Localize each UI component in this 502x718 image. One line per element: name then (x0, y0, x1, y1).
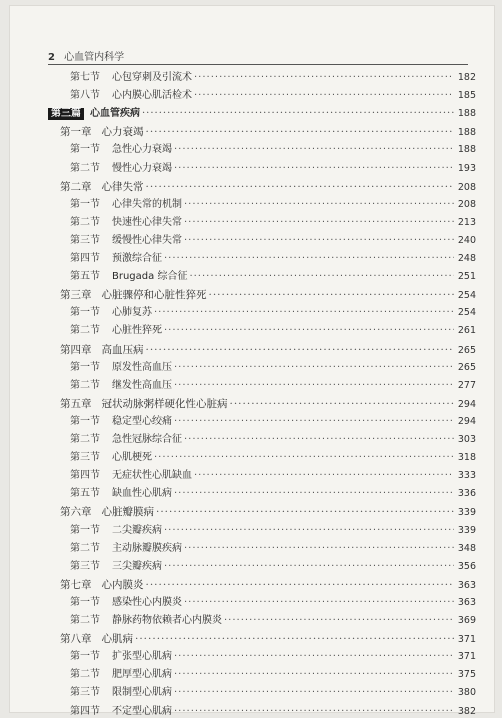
toc-entry-number: 第二节 (70, 379, 100, 391)
toc-leader-dots (189, 271, 454, 283)
toc-entry-number: 第三节 (70, 560, 100, 572)
toc-entry-number: 第八节 (70, 90, 100, 102)
toc-entry-title: 扩张型心肌病 (112, 651, 172, 663)
toc-entry-chapter (60, 344, 476, 357)
toc-entry-number: 第七节 (70, 72, 100, 83)
toc-leader-dots (146, 126, 455, 138)
toc-entry-page: 356 (457, 560, 476, 572)
toc-entry-page: 188 (457, 127, 476, 139)
toc-entry-title: 限制型心肌病 (112, 687, 172, 699)
toc-leader-dots (209, 289, 455, 301)
toc-leader-dots (154, 307, 454, 319)
toc-entry-section (70, 651, 476, 663)
toc-entry-section (70, 543, 476, 555)
toc-entry-number: 第一节 (70, 596, 100, 608)
toc-entry-title: 感染性心内膜炎 (112, 596, 182, 608)
toc-leader-dots (184, 543, 454, 555)
toc-leader-dots (174, 706, 454, 718)
toc-entry-title: 继发性高血压 (112, 379, 172, 391)
toc-entry-number: 第一节 (70, 524, 100, 536)
toc-entry-page: 333 (457, 470, 476, 482)
toc-leader-dots (174, 380, 454, 392)
toc-entry-title: 心肺复苏 (112, 307, 152, 319)
toc-entry-page: 294 (457, 398, 476, 410)
toc-entry-section (70, 561, 476, 573)
toc-entry-title: 不定型心肌病 (112, 705, 172, 717)
toc-entry-section (70, 452, 476, 464)
toc-entry-title: 心脏骤停和心脏性猝死 (101, 289, 207, 302)
toc-entry-chapter (60, 181, 476, 194)
toc-entry-number: 第二节 (70, 162, 100, 174)
toc-entry-number: 第三节 (70, 687, 100, 699)
toc-leader-dots (146, 344, 455, 356)
toc-entry-number: 第一节 (70, 144, 100, 156)
toc-leader-dots (174, 362, 454, 374)
toc-leader-dots (230, 398, 455, 410)
toc-entry-number: 第五节 (70, 271, 100, 283)
toc-entry-title: 缺血性心肌病 (112, 488, 172, 500)
toc-entry-page: 208 (457, 198, 476, 210)
toc-entry-number: 第一节 (70, 415, 100, 427)
toc-entry-number: 第五章 (60, 397, 92, 410)
toc-entry-number: 第二节 (70, 615, 100, 626)
toc-leader-dots (224, 615, 454, 627)
toc-entry-number: 第三篇 (48, 108, 84, 120)
toc-leader-dots (164, 325, 454, 337)
toc-entry-number: 第六章 (60, 506, 92, 519)
toc-entry-number: 第一章 (60, 126, 92, 139)
running-header (48, 48, 468, 63)
toc-entry-title: 急性心力衰竭 (112, 144, 172, 156)
toc-entry-page: 185 (457, 90, 476, 102)
toc-entry-title: 心内膜炎 (101, 578, 144, 591)
toc-entry-number: 第五节 (70, 488, 100, 500)
toc-entry-section (70, 362, 476, 374)
toc-entry-chapter (60, 633, 476, 646)
toc-entry-number: 第四节 (70, 470, 100, 482)
toc-entry-section (70, 669, 476, 681)
toc-entry-section (70, 217, 476, 229)
toc-entry-page: 213 (457, 216, 476, 228)
toc-entry-section (70, 253, 476, 265)
header-book-title: 心血管内科学 (64, 52, 125, 63)
toc-leader-dots (146, 579, 455, 591)
toc-entry-title: 预激综合征 (112, 253, 162, 264)
toc-entry-page: 251 (457, 271, 476, 283)
toc-entry-chapter (60, 126, 476, 139)
toc-leader-dots (146, 181, 455, 193)
toc-entry-page: 363 (457, 596, 476, 608)
toc-entry-number: 第二节 (70, 434, 100, 445)
toc-entry-title: 心包穿刺及引流术 (112, 72, 192, 83)
toc-leader-dots (174, 651, 454, 663)
header-rule (48, 64, 468, 65)
toc-entry-title: 肥厚型心肌病 (112, 669, 172, 681)
toc-entry-chapter (60, 398, 476, 411)
toc-entry-number: 第一节 (70, 198, 100, 210)
toc-leader-dots (194, 470, 454, 482)
toc-entry-chapter (60, 579, 476, 592)
toc-entry-section (70, 235, 476, 247)
toc-entry-title: 心肌梗死 (112, 452, 152, 464)
toc-entry-title: 心肌病 (101, 633, 133, 646)
toc-entry-section (70, 470, 476, 482)
toc-entry-title: 心内膜心肌活检术 (112, 90, 192, 102)
toc-leader-dots (184, 199, 454, 211)
toc-entry-section (70, 525, 476, 537)
toc-entry-number: 第四章 (60, 343, 92, 356)
toc-entry-section (70, 325, 476, 337)
toc-entry-page: 240 (457, 234, 476, 246)
toc-leader-dots (174, 669, 454, 681)
toc-leader-dots (174, 416, 454, 428)
toc-entry-number: 第三节 (70, 234, 100, 246)
toc-entry-page: 193 (457, 162, 476, 174)
toc-leader-dots (184, 597, 454, 609)
toc-entry-page: 348 (457, 542, 476, 554)
toc-entry-part (48, 108, 476, 120)
toc-entry-section (70, 307, 476, 319)
toc-entry-section (70, 90, 476, 102)
toc-entry-page: 265 (457, 361, 476, 373)
toc-entry-page: 339 (457, 507, 476, 519)
toc-entry-section (70, 199, 476, 211)
toc-leader-dots (156, 506, 454, 518)
toc-entry-page: 277 (457, 379, 476, 391)
toc-entry-number: 第一节 (70, 307, 100, 319)
toc-leader-dots (174, 144, 454, 156)
toc-entry-number: 第二节 (70, 216, 100, 228)
toc-entry-page: 265 (457, 344, 476, 356)
toc-entry-page: 254 (457, 307, 476, 319)
toc-entry-page: 336 (457, 488, 476, 500)
toc-entry-title: 稳定型心绞痛 (112, 415, 172, 427)
toc-entry-section (70, 434, 476, 446)
toc-entry-title: 高血压病 (101, 343, 144, 356)
toc-entry-title: 快速性心律失常 (112, 216, 182, 228)
toc-entry-page: 371 (457, 634, 476, 646)
toc-entry-number: 第四节 (70, 253, 100, 264)
toc-entry-section (70, 706, 476, 718)
toc-leader-dots (135, 633, 454, 645)
toc-leader-dots (194, 90, 454, 102)
header-page-number: 2 (48, 52, 55, 63)
toc-leader-dots (184, 434, 454, 446)
toc-entry-number: 第二节 (70, 325, 100, 337)
toc-entry-page: 380 (457, 687, 476, 699)
toc-leader-dots (174, 488, 454, 500)
toc-entry-page: 261 (457, 325, 476, 337)
toc-entry-number: 第三节 (70, 452, 100, 464)
toc-entry-page: 339 (457, 524, 476, 536)
toc-leader-dots (164, 561, 454, 573)
toc-entry-section (70, 144, 476, 156)
toc-leader-dots (174, 163, 454, 175)
toc-entry-number: 第一节 (70, 361, 100, 373)
toc-leader-dots (184, 217, 454, 229)
toc-entry-title: 心律失常的机制 (112, 198, 182, 210)
toc-entry-section (70, 72, 476, 84)
toc-entry-number: 第四节 (70, 705, 100, 717)
toc-entry-title: 急性冠脉综合征 (112, 434, 182, 445)
toc-entry-title: 三尖瓣疾病 (112, 560, 162, 572)
toc-entry-page: 371 (457, 651, 476, 663)
toc-entry-chapter (60, 506, 476, 519)
toc-entry-number: 第二节 (70, 669, 100, 681)
toc-entry-title: 主动脉瓣膜疾病 (112, 542, 182, 554)
toc-entry-section (70, 687, 476, 699)
toc-entry-section (70, 488, 476, 500)
toc-entry-page: 188 (457, 108, 476, 120)
toc-entry-page: 303 (457, 434, 476, 445)
toc-entry-section (70, 271, 476, 283)
toc-entry-section (70, 597, 476, 609)
toc-leader-dots (184, 235, 454, 247)
toc-entry-page: 188 (457, 144, 476, 156)
toc-leader-dots (174, 687, 454, 699)
toc-entry-page: 369 (457, 615, 476, 626)
toc-entry-title: 心力衰竭 (101, 126, 144, 139)
toc-entry-title: 心律失常 (101, 180, 144, 193)
toc-entry-number: 第二章 (60, 180, 92, 193)
toc-leader-dots (142, 108, 454, 120)
toc-entry-page: 318 (457, 452, 476, 464)
toc-entry-title: 心脏瓣膜病 (101, 506, 154, 519)
toc-entry-title: 心血管疾病 (90, 108, 140, 120)
toc-entry-section (70, 416, 476, 428)
toc-entry-number: 第七章 (60, 578, 92, 591)
toc-entry-section (70, 163, 476, 175)
toc-entry-page: 375 (457, 669, 476, 681)
toc-entry-title: Brugada 综合征 (112, 271, 188, 283)
toc-entry-title: 冠状动脉粥样硬化性心脏病 (101, 397, 228, 410)
toc-leader-dots (164, 525, 454, 537)
toc-entry-title: 静脉药物依赖者心内膜炎 (112, 615, 222, 626)
toc-entry-title: 二尖瓣疾病 (112, 524, 162, 536)
toc-entry-section (70, 380, 476, 392)
toc-entry-number: 第三章 (60, 289, 92, 302)
toc-entry-page: 382 (457, 705, 476, 717)
toc-entry-number: 第二节 (70, 542, 100, 554)
toc-leader-dots (154, 452, 454, 464)
toc-entry-title: 缓慢性心律失常 (112, 234, 182, 246)
toc-entry-page: 294 (457, 415, 476, 427)
toc-entry-title: 慢性心力衰竭 (112, 162, 172, 174)
toc-entry-title: 心脏性猝死 (112, 325, 162, 337)
toc-entry-title: 原发性高血压 (112, 361, 172, 373)
toc-entry-page: 182 (457, 72, 476, 83)
toc-entry-section (70, 615, 476, 627)
toc-entry-title: 无症状性心肌缺血 (112, 470, 192, 482)
toc-entry-page: 363 (457, 579, 476, 591)
toc-leader-dots (194, 72, 454, 84)
toc-leader-dots (164, 253, 454, 265)
toc-entry-chapter (60, 289, 476, 302)
toc-entry-page: 248 (457, 253, 476, 264)
toc-entry-number: 第八章 (60, 633, 92, 646)
toc-entry-number: 第一节 (70, 651, 100, 663)
toc-entry-page: 208 (457, 181, 476, 193)
toc-entry-page: 254 (457, 290, 476, 302)
